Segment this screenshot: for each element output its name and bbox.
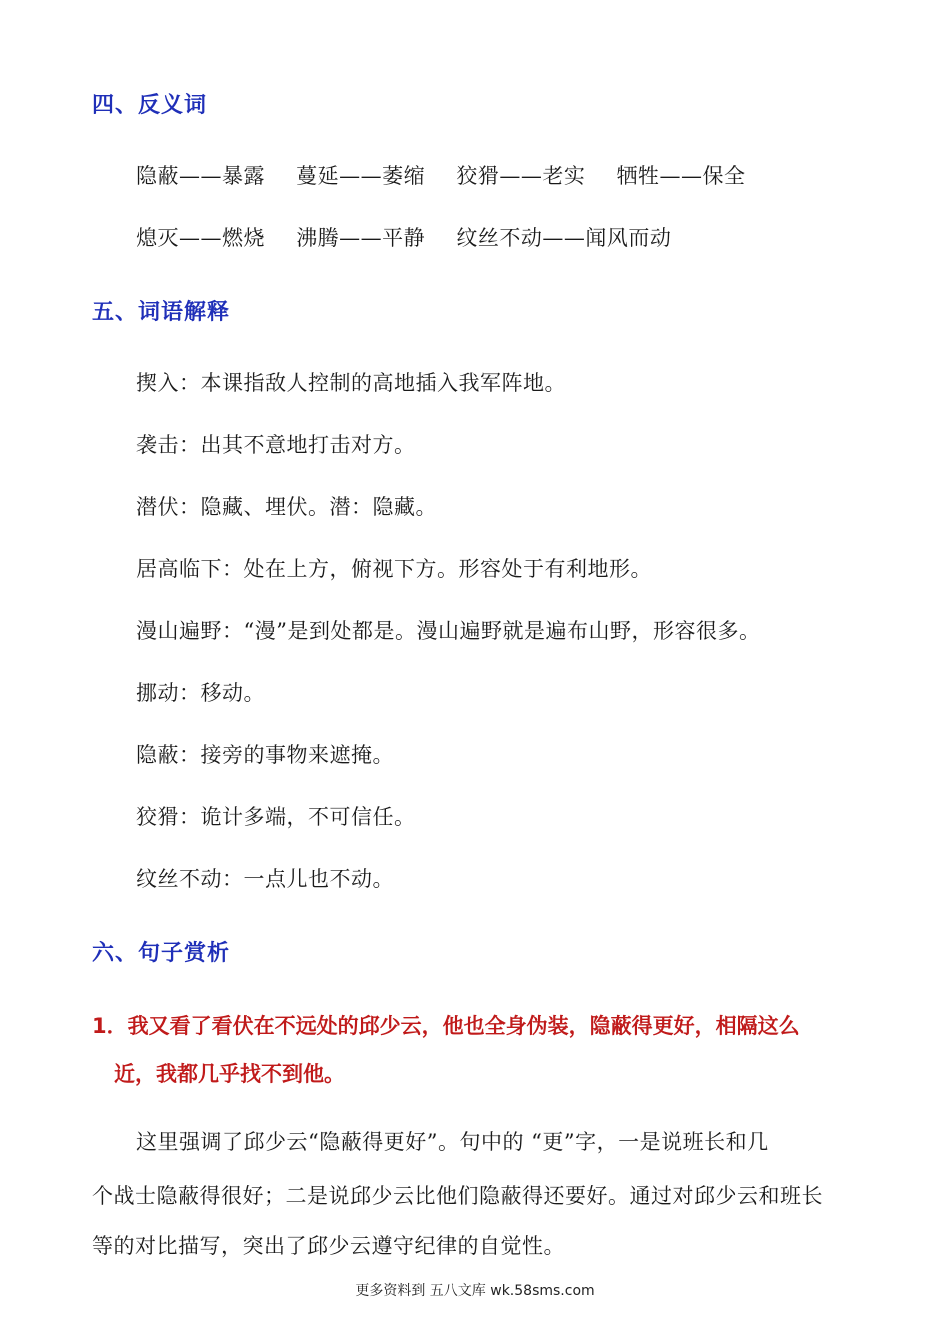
antonym-pair: 隐蔽——暴露 (136, 164, 265, 188)
antonym-row-1 (136, 160, 770, 190)
antonym-pair: 熄灭——燃烧 (136, 226, 265, 250)
definition-item: 纹丝不动：一点儿也不动。 (136, 867, 394, 891)
section-title-analysis: 六、句子赏析 (92, 941, 231, 966)
definition-item: 居高临下：处在上方，俯视下方。形容处于有利地形。 (136, 557, 652, 581)
question-1-line-1: 1．我又看了看伏在不远处的邱少云，他也全身伪装，隐蔽得更好，相隔这么 (92, 1014, 800, 1038)
definition-item: 狡猾：诡计多端，不可信任。 (136, 805, 416, 829)
definition-item: 漫山遍野：“漫”是到处都是。漫山遍野就是遍布山野，形容很多。 (136, 619, 761, 643)
definition-item: 揳入：本课指敌人控制的高地插入我军阵地。 (136, 371, 566, 395)
section-title-antonyms: 四、反义词 (92, 93, 208, 118)
antonym-pair: 狡猾——老实 (456, 164, 586, 188)
definition-item: 潜伏：隐藏、埋伏。潜：隐藏。 (136, 495, 437, 519)
antonym-pair: 蔓延——萎缩 (296, 164, 426, 188)
section-title-definitions: 五、词语解释 (92, 300, 231, 325)
antonym-pair: 纹丝不动——闻风而动 (456, 226, 672, 250)
definition-item: 隐蔽：接旁的事物来遮掩。 (136, 743, 394, 767)
definition-item: 挪动：移动。 (136, 681, 265, 705)
analysis-line-1: 这里强调了邱少云“隐蔽得更好”。句中的 “更”字，一是说班长和几 (136, 1130, 769, 1154)
definition-item: 袭击：出其不意地打击对方。 (136, 433, 416, 457)
question-1-line-2: 近，我都几乎找不到他。 (114, 1062, 345, 1086)
antonym-pair: 沸腾——平静 (296, 226, 426, 250)
analysis-line-2: 个战士隐蔽得很好；二是说邱少云比他们隐蔽得还要好。通过对邱少云和班长 (92, 1184, 823, 1208)
antonym-pair: 牺牲——保全 (616, 164, 746, 188)
antonym-row-2 (136, 222, 695, 252)
footer-text: 更多资料到 五八文库 wk.58sms.com (355, 1283, 595, 1299)
analysis-line-3: 等的对比描写，突出了邱少云遵守纪律的自觉性。 (92, 1234, 565, 1258)
